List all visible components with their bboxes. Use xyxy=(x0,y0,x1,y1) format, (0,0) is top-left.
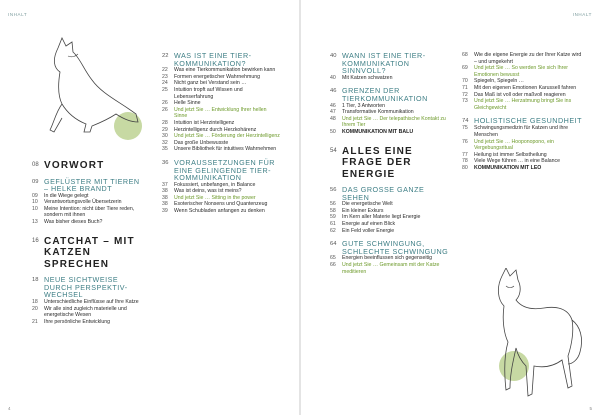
toc-page-number: 46 xyxy=(330,102,336,109)
toc-page-number: 70 xyxy=(462,78,468,85)
toc-heading-grenzen: 46 GRENZEN DER TIERKOMMUNIKATION xyxy=(330,86,428,103)
toc-entry-title: Meine Intention: nicht über Tiere reden, sondern mit ihnen xyxy=(44,205,135,219)
toc-entry xyxy=(162,100,280,107)
toc-entry xyxy=(462,158,584,165)
toc-entry xyxy=(330,129,450,136)
toc-entry xyxy=(162,120,280,127)
toc-column-2 xyxy=(162,52,280,215)
toc-page-number: 37 xyxy=(162,181,168,188)
toc-entry xyxy=(462,92,584,99)
toc-page-number: 38 xyxy=(162,188,168,195)
toc-page-number: 09 xyxy=(32,192,38,199)
toc-list xyxy=(330,75,450,82)
toc-entry-title: 1 Tier, 3 Antworten xyxy=(342,102,385,109)
toc-entry-title: Nicht ganz bei Verstand sein … xyxy=(174,80,247,87)
toc-entry-title: Und jetzt Sie … Der telepathische Kontakt zu Ihrem Tier xyxy=(342,115,446,129)
toc-page-number: 62 xyxy=(330,227,336,234)
toc-page-number: 48 xyxy=(330,115,336,122)
toc-page-number: 50 xyxy=(330,128,336,135)
toc-entry xyxy=(330,262,450,275)
left-folio: 4 xyxy=(8,406,11,411)
toc-entry xyxy=(462,78,584,85)
toc-entry-title: Und jetzt Sie … Sitting in the power xyxy=(174,194,256,201)
toc-list xyxy=(330,103,450,136)
toc-page-number: 59 xyxy=(330,214,336,221)
toc-page-number: 80 xyxy=(462,164,468,171)
toc-entry-title: Und jetzt Sie … Hooponopono, ein Vergebungsritual xyxy=(474,138,554,152)
toc-list xyxy=(32,299,144,325)
toc-page-number: 25 xyxy=(162,86,168,93)
toc-entry xyxy=(462,52,584,65)
toc-entry xyxy=(162,80,280,87)
toc-entry xyxy=(330,116,450,129)
toc-entry xyxy=(162,182,280,189)
accent-blob xyxy=(114,112,142,140)
toc-entry-title: Wir alle sind zugleich materielle und energetische Wesen xyxy=(44,305,127,319)
toc-entry-title: Energien beeinflussen sich gegenseitig xyxy=(342,255,432,262)
left-running-head: INHALT xyxy=(8,12,28,17)
toc-entry xyxy=(32,206,144,219)
toc-page-number: 24 xyxy=(162,80,168,87)
toc-entry-title: Formen energetischer Wahrnehmung xyxy=(174,73,261,80)
toc-entry xyxy=(162,67,280,74)
toc-page-number: 39 xyxy=(162,208,168,215)
toc-page-number: 71 xyxy=(462,84,468,91)
toc-page-number: 72 xyxy=(462,91,468,98)
toc-page-number: 65 xyxy=(330,255,336,262)
toc-entry-title: Mit den eigenen Emotionen Karussell fahren xyxy=(474,84,577,91)
toc-page-number: 22 xyxy=(162,67,168,74)
toc-page-number: 18 xyxy=(32,298,38,305)
toc-page-number: 10 xyxy=(32,199,38,206)
gutter xyxy=(299,0,301,415)
toc-page-number: 77 xyxy=(462,151,468,158)
toc-entry-title: Esoterischer Nonsens und Quantenzeug xyxy=(174,201,268,208)
toc-entry-title: Und jetzt Sie … Entwicklung Ihrer hellen Sinne xyxy=(174,106,267,120)
toc-page-number: 21 xyxy=(32,318,38,325)
toc-entry-title: Helle Sinne xyxy=(174,100,201,107)
toc-list xyxy=(32,193,144,226)
toc-entry xyxy=(330,214,450,221)
toc-entry xyxy=(330,103,450,110)
toc-entry xyxy=(162,195,280,202)
toc-entry-title: Im Kern aller Materie liegt Energie xyxy=(342,214,421,221)
toc-entry xyxy=(32,299,144,306)
toc-list xyxy=(330,201,450,234)
toc-entry-title: Und jetzt Sie … Herzatmung bringt Sie ins Gleichgewicht xyxy=(474,98,572,111)
toc-page-number: 38 xyxy=(162,201,168,208)
toc-entry-title: Ihre persönliche Entwicklung xyxy=(44,318,111,325)
toc-entry-title: Was eine Tierkommunikation bewirken kann xyxy=(174,67,276,74)
toc-entry-title: Unterschiedliche Einflüsse auf Ihre Katze xyxy=(44,298,139,305)
toc-heading-voraussetzungen: 36 VORAUSSETZUNGEN FÜR EINE GELINGENDE TIER-KOMMUNIKATION xyxy=(162,157,275,183)
toc-page-number: 13 xyxy=(32,219,38,226)
toc-entry xyxy=(162,201,280,208)
toc-entry xyxy=(462,165,584,172)
toc-entry-title: Intuition ist Herzintelligenz xyxy=(174,119,235,126)
toc-entry xyxy=(462,152,584,159)
toc-page-number: 47 xyxy=(330,109,336,116)
toc-entry-title: Was bisher dieses Buch? xyxy=(44,219,103,226)
toc-entry xyxy=(462,98,584,111)
toc-page-number: 78 xyxy=(462,158,468,165)
toc-entry-title: Wenn Schubladen anfangen zu denken xyxy=(174,208,265,215)
toc-entry-title: KOMMUNIKATION MIT BALU xyxy=(342,128,414,135)
toc-entry xyxy=(462,125,584,138)
toc-entry-title: Ein Feld voller Energie xyxy=(342,227,395,234)
toc-heading-holistische: 74 HOLISTISCHE GESUNDHEIT xyxy=(462,116,583,126)
right-folio: 5 xyxy=(589,406,592,411)
toc-entry-title: Herzintelligenz durch Herzkohärenz xyxy=(174,126,257,133)
toc-heading-wann: 40 WANN IST EINE TIER-KOMMUNIKATION SINNVOLL? xyxy=(330,51,426,76)
toc-entry-title: KOMMUNIKATION MIT LEO xyxy=(474,164,542,171)
toc-entry xyxy=(330,208,450,215)
toc-entry xyxy=(330,228,450,235)
toc-entry-title: Und jetzt Sie … Förderung der Herzintelligenz xyxy=(174,133,280,140)
toc-entry-title: In die Wiege gelegt xyxy=(44,192,89,199)
toc-entry-title: Verantwortungsvolle Übersetzerin xyxy=(44,199,122,206)
toc-entry-title: Ein kleiner Exkurs xyxy=(342,207,384,214)
toc-page-number: 61 xyxy=(330,221,336,227)
toc-heading-vorwort: 08 VORWORT xyxy=(32,160,105,171)
toc-page-number: 58 xyxy=(330,207,336,214)
toc-list xyxy=(462,125,584,171)
toc-entry xyxy=(162,127,280,134)
toc-entry-title: Unsere Bibliothek für intuitives Wahrnehmen xyxy=(174,146,277,153)
toc-entry xyxy=(162,107,280,120)
toc-page-number: 35 xyxy=(162,146,168,153)
toc-column-4 xyxy=(462,52,584,172)
toc-entry xyxy=(462,139,584,152)
toc-heading-was-ist: 22 WAS IST EINE TIER-KOMMUNIKATION? xyxy=(162,51,252,68)
toc-page-number: 32 xyxy=(162,139,168,146)
toc-entry-title: Die energetische Welt xyxy=(342,201,393,208)
toc-entry xyxy=(162,140,280,147)
toc-list xyxy=(162,67,280,153)
toc-page-number: 23 xyxy=(162,73,168,80)
toc-entry-title: Was ist deins, was ist meins? xyxy=(174,188,242,195)
toc-entry-title: Das Maß ist voll oder maßvoll reagieren xyxy=(474,91,566,98)
toc-page-number: 76 xyxy=(462,138,468,145)
toc-entry-title: Transformative Kommunikation xyxy=(342,109,414,116)
toc-page-number: 69 xyxy=(462,65,468,72)
toc-page-number: 73 xyxy=(462,98,468,105)
toc-entry-title: Heilung ist immer Selbstheilung xyxy=(474,151,547,158)
cat-stretching-illustration xyxy=(40,22,145,142)
toc-page-number: 20 xyxy=(32,305,38,312)
right-running-head: INHALT xyxy=(572,12,592,17)
toc-entry-title: Viele Wege führen … in eine Balance xyxy=(474,158,561,165)
toc-column-1 xyxy=(32,160,144,325)
toc-page-number: 40 xyxy=(330,74,336,81)
toc-page-number: 75 xyxy=(462,125,468,132)
toc-entry xyxy=(462,85,584,92)
toc-entry-title: Und jetzt Sie … So werden Sie sich Ihrer Emotionen bewusst xyxy=(474,65,568,78)
toc-entry-title: Und jetzt Sie … Gemeinsam mit der Katze meditieren xyxy=(342,261,440,275)
toc-page-number: 29 xyxy=(162,126,168,133)
toc-entry xyxy=(462,65,584,78)
toc-entry-title: Intuition tropft auf Wissen und Lebenserfahrung xyxy=(174,86,243,100)
toc-list xyxy=(162,182,280,215)
toc-entry xyxy=(330,201,450,208)
toc-heading-catchat: 16 CATCHAT – MIT KATZEN SPRECHEN xyxy=(32,235,135,270)
toc-heading-neue-sichtweise: 18 NEUE SICHTWEISE DURCH PERSPEKTIV-WECHSEL xyxy=(32,275,128,300)
toc-entry-title: Mit Katzen schwatzen xyxy=(342,74,393,81)
toc-entry xyxy=(330,109,450,116)
toc-entry-title: Fokussiert, unbefangen, in Balance xyxy=(174,181,256,188)
toc-entry xyxy=(162,188,280,195)
toc-page-number: 26 xyxy=(162,106,168,113)
toc-entry-title: Wie die eigene Energie zu der Ihrer Katze wird – und umgekehrt xyxy=(474,52,582,65)
toc-entry-title: Schwingungsmedizin für Katzen und ihre Menschen xyxy=(474,125,569,138)
toc-entry xyxy=(162,133,280,140)
toc-entry xyxy=(32,319,144,326)
cat-walking-illustration xyxy=(488,268,588,408)
toc-page-number: 68 xyxy=(462,52,468,58)
toc-entry-title: Energie auf einen Blick xyxy=(342,221,396,227)
toc-entry xyxy=(162,146,280,153)
toc-entry xyxy=(32,199,144,206)
toc-page-number: 56 xyxy=(330,201,336,208)
toc-entry xyxy=(32,306,144,319)
toc-page-number: 10 xyxy=(32,205,38,212)
toc-heading-grosse-ganze: 56 DAS GROSSE GANZE SEHEN xyxy=(330,185,425,202)
toc-page-number: 30 xyxy=(162,133,168,140)
toc-entry xyxy=(162,74,280,81)
toc-page-number: 38 xyxy=(162,194,168,201)
toc-entry xyxy=(330,221,450,228)
toc-page-number: 26 xyxy=(162,100,168,107)
toc-page-number: 66 xyxy=(330,261,336,268)
toc-page-number: 28 xyxy=(162,119,168,126)
toc-entry xyxy=(162,208,280,215)
toc-entry-title: Spiegeln, Spiegeln … xyxy=(474,78,524,85)
toc-entry xyxy=(32,219,144,226)
toc-entry-title: Das große Unbewusste xyxy=(174,139,229,146)
toc-list xyxy=(330,255,450,275)
toc-heading-gute-schwingung: 64 GUTE SCHWINGUNG, SCHLECHTE SCHWINGUNG xyxy=(330,239,449,256)
toc-heading-alles-energie: 54 ALLES EINE FRAGE DER ENERGIE xyxy=(330,145,413,180)
toc-entry xyxy=(330,255,450,262)
toc-entry xyxy=(330,75,450,82)
toc-heading-gefluester: 09 GEFLÜSTER MIT TIEREN – HELKE BRANDT xyxy=(32,176,140,194)
toc-entry xyxy=(162,87,280,100)
toc-list xyxy=(462,52,584,111)
toc-column-3 xyxy=(330,52,450,275)
